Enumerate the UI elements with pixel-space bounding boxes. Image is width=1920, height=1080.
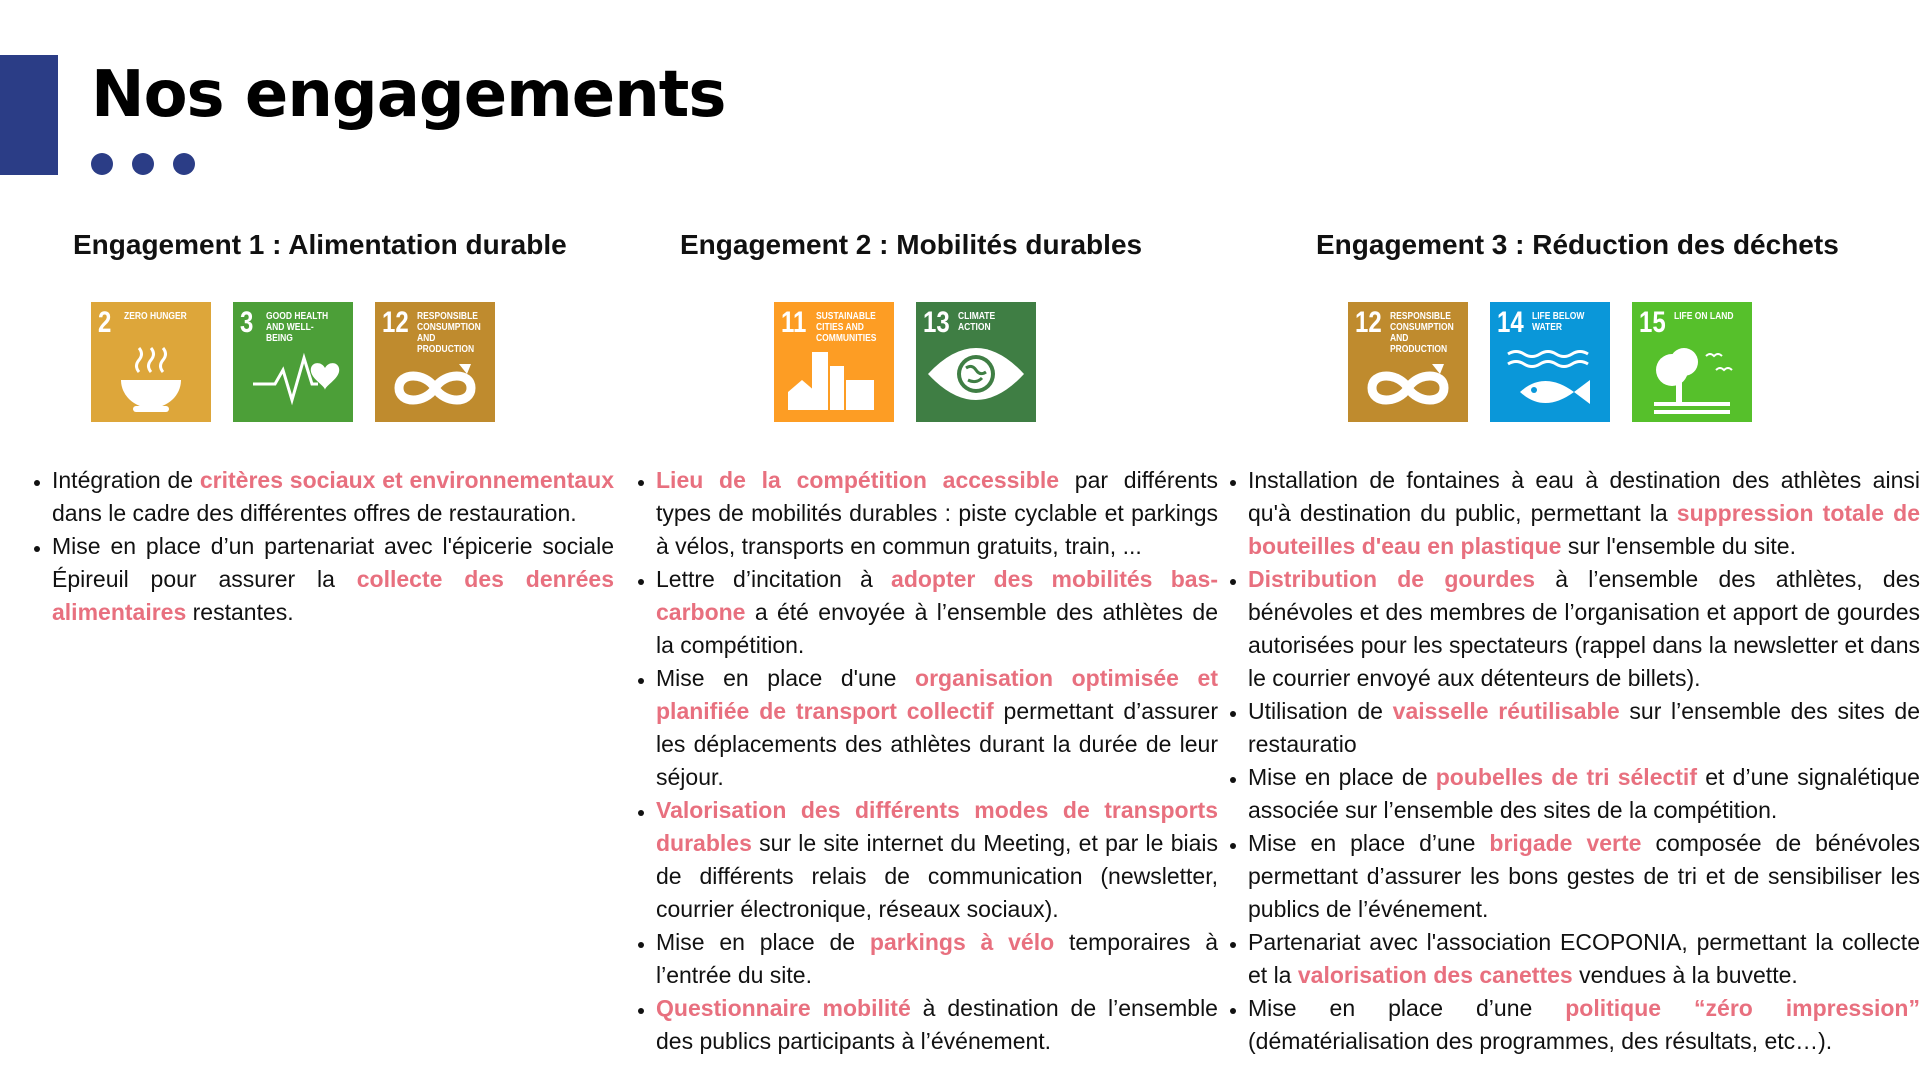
sdg-number: 15: [1639, 306, 1666, 339]
bullet-text: sur l’ensemble des sites de restauratio: [1248, 698, 1920, 757]
dot: [91, 153, 113, 175]
highlighted-text: poubelles de tri sélectif: [1435, 764, 1697, 790]
bullet-item: [1248, 827, 1920, 926]
sdg-goal-11-tile: [774, 302, 894, 422]
sdg-number: 12: [1355, 306, 1382, 339]
engagement-column-1: [28, 225, 614, 629]
bullet-item: [656, 926, 1218, 992]
page-title: Nos engagements: [91, 58, 726, 132]
sdg-caption: LIFE ON LAND: [1674, 311, 1734, 322]
sdg-caption: SUSTAINABLE CITIES AND COMMUNITIES: [816, 311, 877, 344]
highlighted-text: valorisation des canettes: [1297, 962, 1573, 988]
engagement-column-3: [1224, 225, 1920, 1058]
sdg-caption: LIFE BELOW WATER: [1532, 311, 1585, 333]
engagement-bullets: [1224, 464, 1920, 1058]
sdg-caption: GOOD HEALTH AND WELL-BEING: [266, 311, 329, 344]
bullet-text: permettant d’assurer les déplacements des athlètes durant la durée de leur séjour.: [656, 698, 1218, 790]
highlighted-text: collecte des denrées alimentaires: [52, 566, 614, 625]
engagement-heading: Engagement 3 : Réduction des déchets: [1316, 229, 1839, 260]
bullet-item: [656, 563, 1218, 662]
highlighted-text: Lieu de la compétition accessible: [656, 467, 1060, 493]
highlighted-text: organisation optimisée et planifiée de transport collectif: [656, 665, 1219, 724]
engagement-column-2: [632, 225, 1218, 1058]
sdg-caption: RESPONSIBLE CONSUMPTION AND PRODUCTION: [417, 311, 481, 355]
bullet-text: Mise en place d’une: [1248, 830, 1490, 856]
dot: [132, 153, 154, 175]
bullet-item: [1248, 464, 1920, 563]
bullet-item: [1248, 926, 1920, 992]
sdg-goal-12-tile: [1348, 302, 1468, 422]
highlighted-text: brigade verte: [1489, 830, 1642, 856]
bullet-text: à destination de l’ensemble des publics participants à l’événement.: [656, 995, 1218, 1054]
bullet-item: [1248, 695, 1920, 761]
bullet-item: [656, 662, 1218, 794]
sdg-icons: [1224, 302, 1920, 424]
engagement-bullets: [28, 464, 614, 629]
bullet-text: (dématérialisation des programmes, des résultats, etc…).: [1248, 1028, 1833, 1054]
decorative-dots: [91, 153, 195, 175]
sdg-goal-13-tile: [916, 302, 1036, 422]
sdg-number: 14: [1497, 306, 1524, 339]
bullet-text: Mise en place d'une: [656, 665, 916, 691]
sdg-goal-2-tile: [91, 302, 211, 422]
bullet-text: par différents types de mobilités durables : piste cyclable et parkings à vélos, transports en commun gratuits, train, ...: [656, 467, 1218, 559]
highlighted-text: suppression totale de bouteilles d'eau en plastique: [1248, 500, 1920, 559]
highlighted-text: Distribution de gourdes: [1248, 566, 1536, 592]
bullet-text: Mise en place de: [1248, 764, 1436, 790]
sdg-number: 2: [98, 306, 112, 339]
bullet-text: Lettre d’incitation à: [656, 566, 892, 592]
bullet-item: [656, 794, 1218, 926]
bullet-item: [52, 530, 614, 629]
highlighted-text: adopter des mobilités bas-carbone: [656, 566, 1218, 625]
engagement-heading: Engagement 2 : Mobilités durables: [680, 229, 1143, 260]
sdg-number: 11: [781, 306, 807, 339]
highlighted-text: critères sociaux et environnementaux: [199, 467, 614, 493]
sdg-icons: [28, 302, 614, 424]
bullet-text: et d’une signalétique associée sur l’ensemble des sites de la compétition.: [1248, 764, 1920, 823]
bullet-item: [656, 464, 1218, 563]
bullet-text: sur l'ensemble du site.: [1561, 533, 1796, 559]
bullet-text: vendues à la buvette.: [1572, 962, 1798, 988]
bullet-text: Utilisation de: [1248, 698, 1393, 724]
bullet-text: dans le cadre des différentes offres de restauration.: [52, 500, 577, 526]
sdg-goal-3-tile: [233, 302, 353, 422]
dot: [173, 153, 195, 175]
engagement-heading: Engagement 1 : Alimentation durable: [73, 229, 567, 260]
engagement-bullets: [632, 464, 1218, 1058]
bullet-text: Intégration de: [52, 467, 200, 493]
bullet-text: à l’ensemble des athlètes, des bénévoles et des membres de l’organisation et apport de gourdes autorisées pour les spectateurs (rappel dans la newsletter et dans le courrier envoyé aux détenteurs de billets).: [1248, 566, 1920, 691]
bullet-text: Mise en place de: [656, 929, 870, 955]
bullet-item: [1248, 761, 1920, 827]
bullet-text: restantes.: [186, 599, 294, 625]
sdg-number: 13: [923, 306, 950, 339]
bullet-text: Installation de fontaines à eau à destination des athlètes ainsi qu'à destination du public, permettant la: [1248, 467, 1920, 526]
accent-bar: [0, 55, 58, 175]
bullet-item: [656, 992, 1218, 1058]
highlighted-text: vaisselle réutilisable: [1392, 698, 1620, 724]
highlighted-text: Questionnaire mobilité: [656, 995, 911, 1021]
bullet-text: Mise en place d’un partenariat avec l'épicerie sociale Épireuil pour assurer la: [52, 533, 614, 592]
highlighted-text: politique “zéro impression”: [1565, 995, 1920, 1021]
sdg-icons: [632, 302, 1218, 424]
highlighted-text: parkings à vélo: [869, 929, 1055, 955]
sdg-number: 12: [382, 306, 409, 339]
sdg-number: 3: [240, 306, 254, 339]
sdg-caption: CLIMATE ACTION: [958, 311, 996, 333]
bullet-item: [52, 464, 614, 530]
bullet-text: Partenariat avec l'association ECOPONIA, permettant la collecte et la: [1248, 929, 1920, 988]
bullet-item: [1248, 992, 1920, 1058]
bullet-item: [1248, 563, 1920, 695]
bullet-text: temporaires à l’entrée du site.: [656, 929, 1218, 988]
sdg-goal-15-tile: [1632, 302, 1752, 422]
sdg-goal-12-tile: [375, 302, 495, 422]
highlighted-text: Valorisation des différents modes de transports durables: [656, 797, 1218, 856]
sdg-caption: RESPONSIBLE CONSUMPTION AND PRODUCTION: [1390, 311, 1454, 355]
sdg-caption: ZERO HUNGER: [124, 311, 187, 322]
bullet-text: composée de bénévoles permettant d’assurer les bons gestes de tri et de sensibiliser les publics de l’événement.: [1248, 830, 1920, 922]
bullet-text: sur le site internet du Meeting, et par le biais de différents relais de communication (newsletter, courrier électronique, réseaux sociaux).: [656, 830, 1218, 922]
bullet-text: Mise en place d’une: [1248, 995, 1566, 1021]
bullet-text: a été envoyée à l’ensemble des athlètes de la compétition.: [656, 599, 1218, 658]
sdg-goal-14-tile: [1490, 302, 1610, 422]
